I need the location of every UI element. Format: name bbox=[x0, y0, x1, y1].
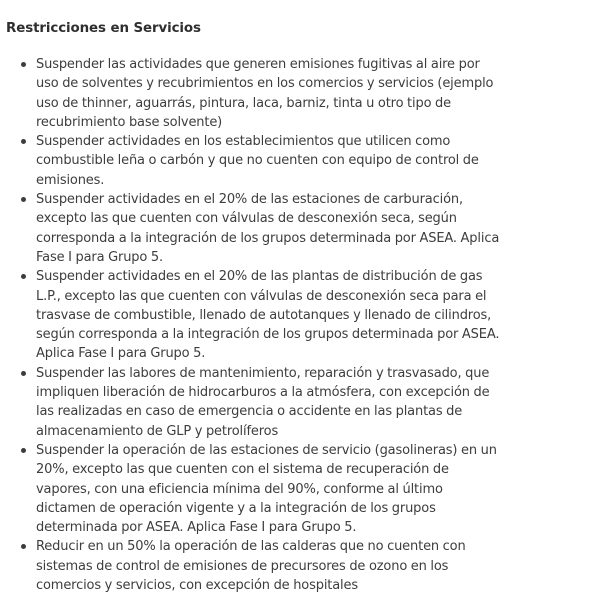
bullet-icon bbox=[21, 448, 26, 453]
bullet-icon bbox=[21, 62, 26, 67]
list-item bbox=[6, 190, 502, 267]
section-title: Restricciones en Servicios bbox=[6, 21, 201, 36]
list-item-text: Suspender actividades en los establecimientos que utilicen como combustible leña o carbón y que no cuenten con equipo de control de emisiones. bbox=[36, 134, 479, 188]
list-item-text: Suspender actividades en el 20% de las plantas de distribución de gas L.P., excepto las que cuenten con válvulas de desconexión seca para el trasvase de combustible, llenado de autotanques y llenado de cilindros, según corresponda a la integración de los grupos determinada por ASEA. Aplica Fase I para Grupo 5. bbox=[36, 269, 500, 362]
list-item bbox=[6, 267, 502, 363]
bullet-icon bbox=[21, 274, 26, 279]
list-item bbox=[6, 132, 502, 190]
bullet-icon bbox=[21, 544, 26, 549]
list-item bbox=[6, 537, 502, 595]
restrictions-list bbox=[6, 55, 615, 595]
bullet-icon bbox=[21, 139, 26, 144]
list-item-text: Suspender actividades en el 20% de las estaciones de carburación, excepto las que cuenten con válvulas de desconexión seca, según corresponda a la integración de los grupos determinada por ASEA. Aplica Fase I para Grupo 5. bbox=[36, 192, 500, 265]
list-item-text: Reducir en un 50% la operación de las calderas que no cuenten con sistemas de control de emisiones de precursores de ozono en los comercios y servicios, con excepción de hospitales bbox=[36, 539, 466, 594]
list-item bbox=[6, 364, 502, 441]
list-item bbox=[6, 55, 502, 132]
list-item-text: Suspender la operación de las estaciones de servicio (gasolineras) en un 20%, excepto las que cuenten con el sistema de recuperación de vapores, con una eficiencia mínima del 90%, conforme al último dictamen de operación vigente y a la integración de los grupos determinada por ASEA. Aplica Fase I para Grupo 5. bbox=[36, 442, 497, 536]
list-item-text: Suspender las labores de mantenimiento, reparación y trasvasado, que impliquen liberación de hidrocarburos a la atmósfera, con excepción de las realizadas en caso de emergencia o accidente en las plantas de almacenamiento de GLP y petrolíferos bbox=[36, 365, 490, 439]
bullet-icon bbox=[21, 197, 26, 202]
list-item bbox=[6, 441, 502, 537]
list-item-text: Suspender las actividades que generen emisiones fugitivas al aire por uso de solventes y recubrimientos en los comercios y servicios (ejemplo uso de thinner, aguarrás, pintura, laca, barniz, tinta u otro tipo de recubrimiento base solvente) bbox=[36, 57, 494, 130]
bullet-icon bbox=[21, 371, 26, 376]
